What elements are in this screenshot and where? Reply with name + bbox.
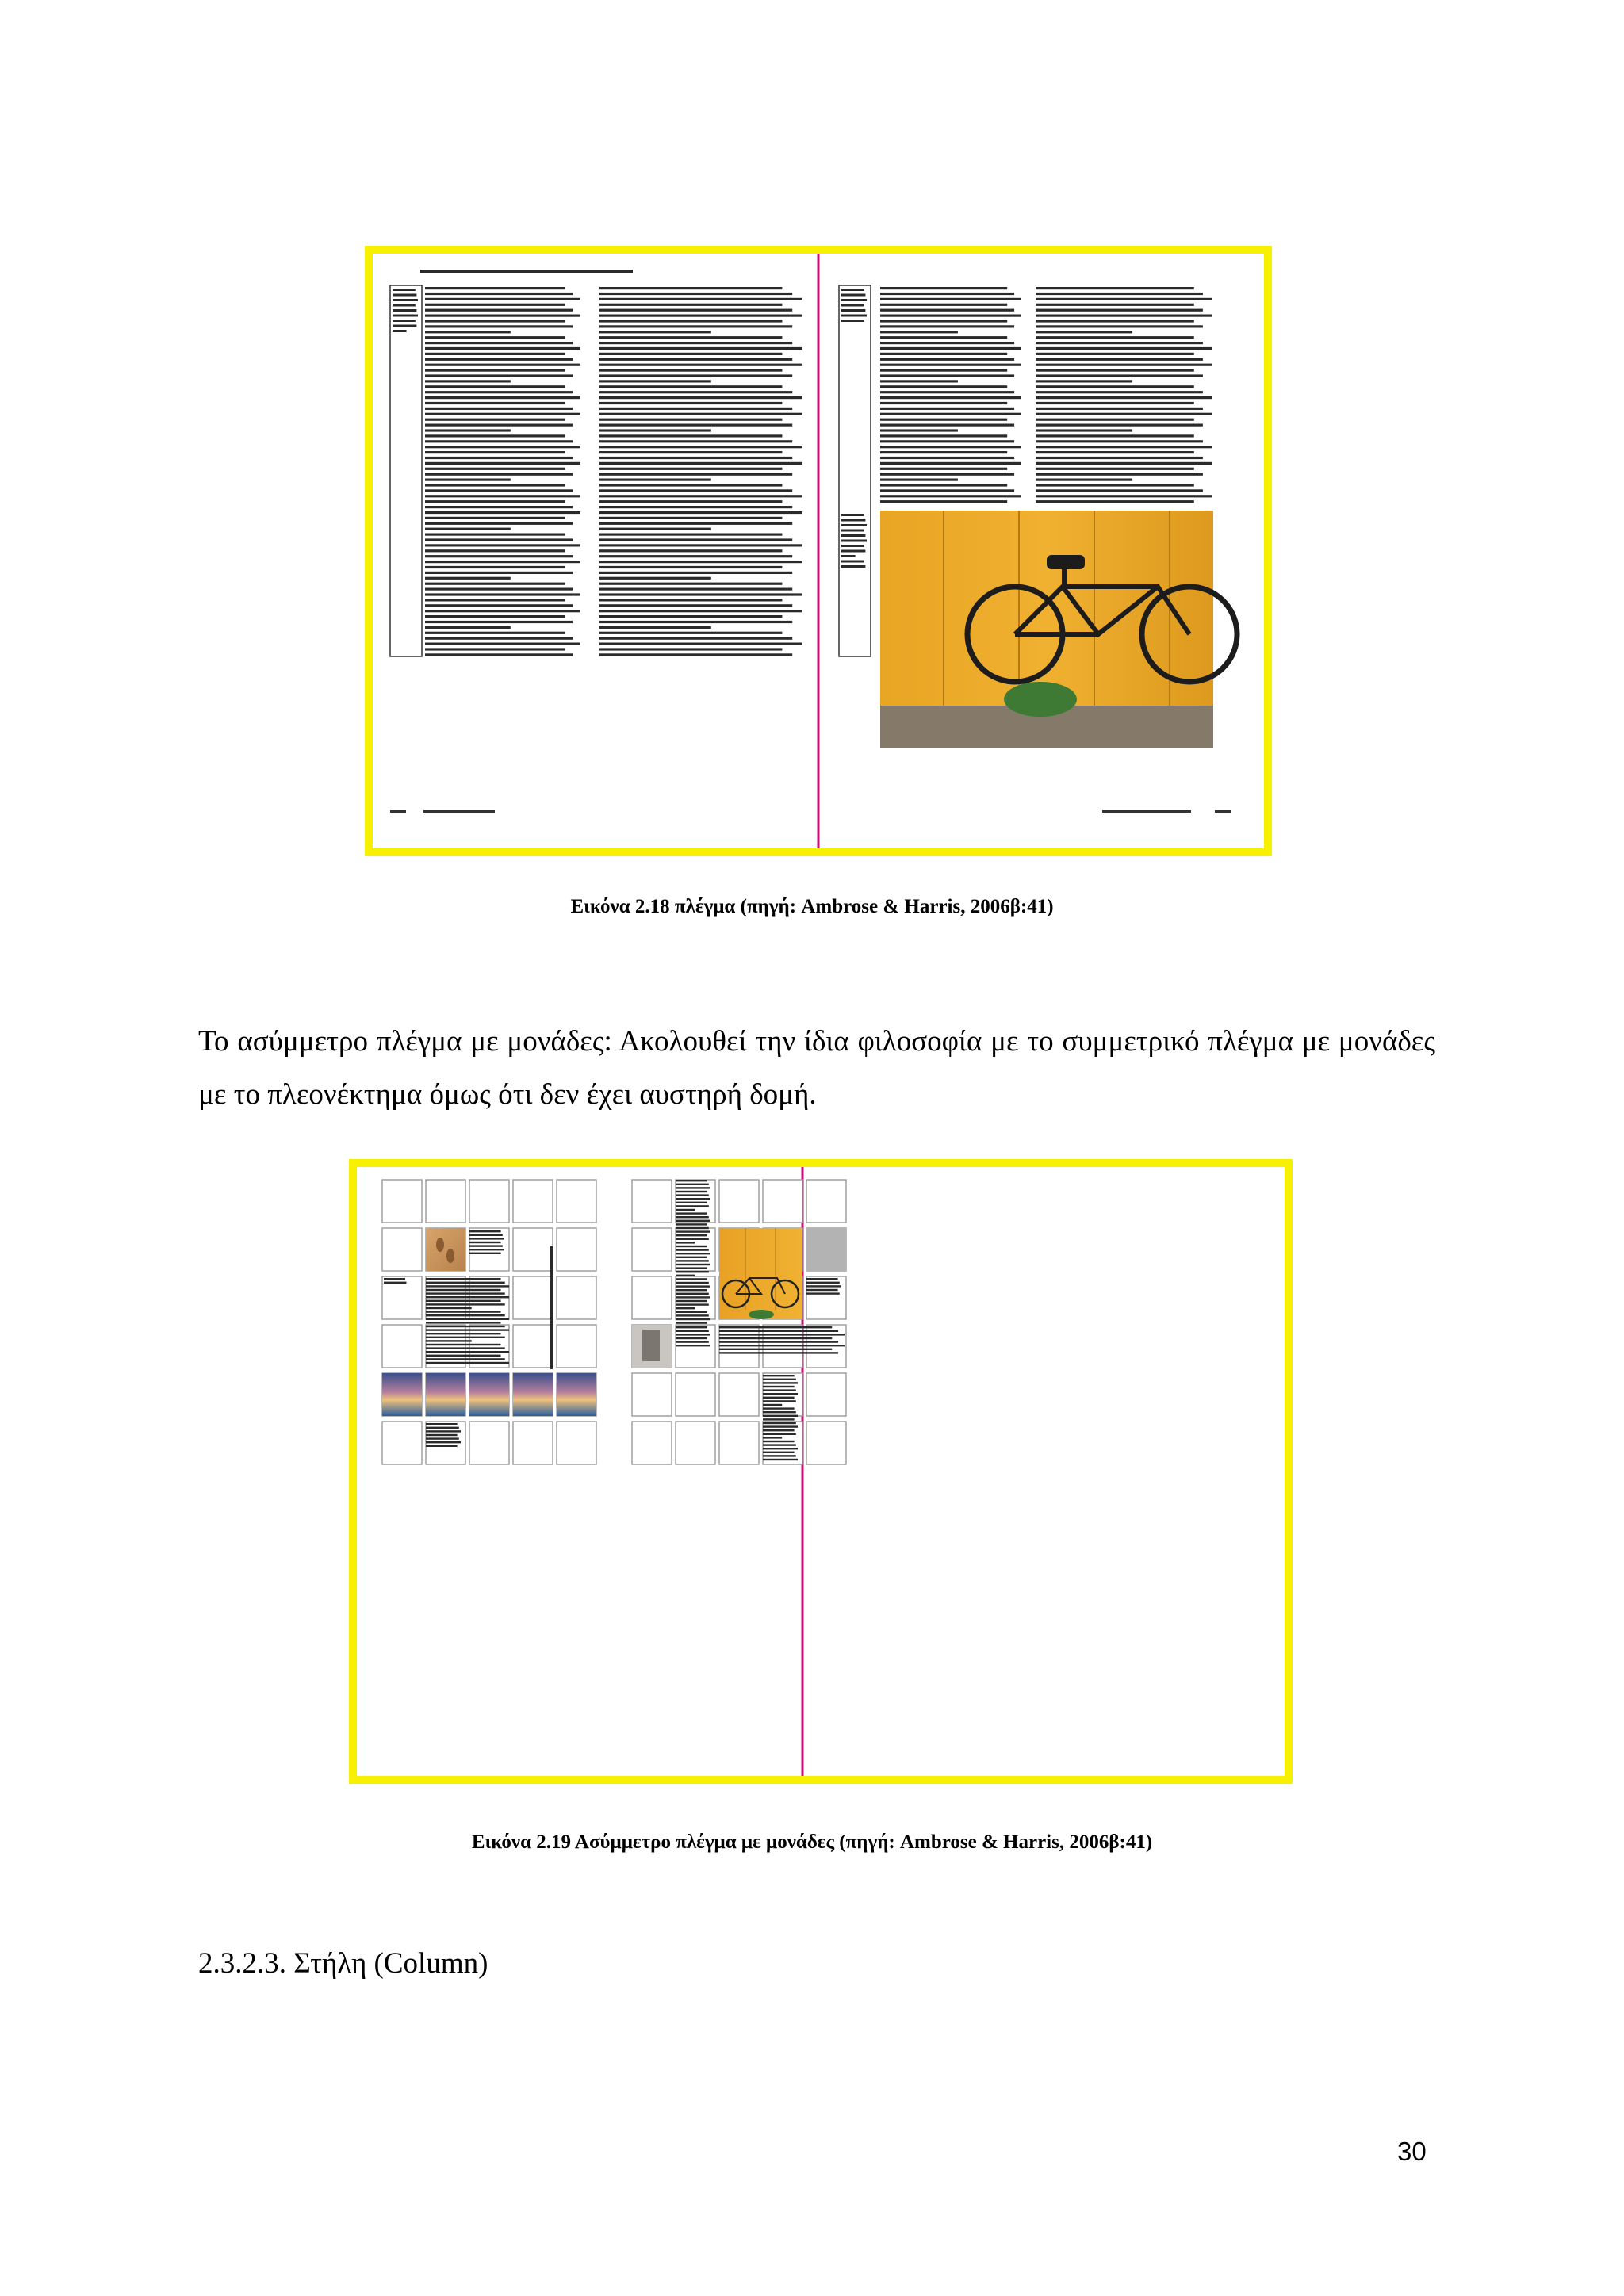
bicycle-photo <box>880 511 1237 748</box>
figure-2-19 <box>349 1159 1293 1784</box>
section-heading: 2.3.2.3. Στήλη (Column) <box>198 1947 488 1980</box>
figure-caption: Εικόνα 2.19 Ασύμμετρο πλέγμα με μονάδες (πηγή: Ambrose & Harris, 2006β:41) <box>471 1831 1153 1853</box>
figure-caption: Εικόνα 2.18 πλέγμα (πηγή: Ambrose & Harris, 2006β:41) <box>570 896 1054 917</box>
page-number: 30 <box>1397 2137 1427 2166</box>
book-spread-grid-image <box>373 254 1264 848</box>
body-paragraph: Το ασύμμετρο πλέγμα με μονάδες: Ακολουθεί την ίδια φιλοσοφία με το συμμετρικό πλέγμα με μονάδες με το πλεονέκτημα όμως ότι δεν έχει αυστηρή δομή. <box>198 1025 1435 1111</box>
figure-2-18 <box>365 246 1272 856</box>
modular-grid-spread-image <box>357 1167 1285 1776</box>
